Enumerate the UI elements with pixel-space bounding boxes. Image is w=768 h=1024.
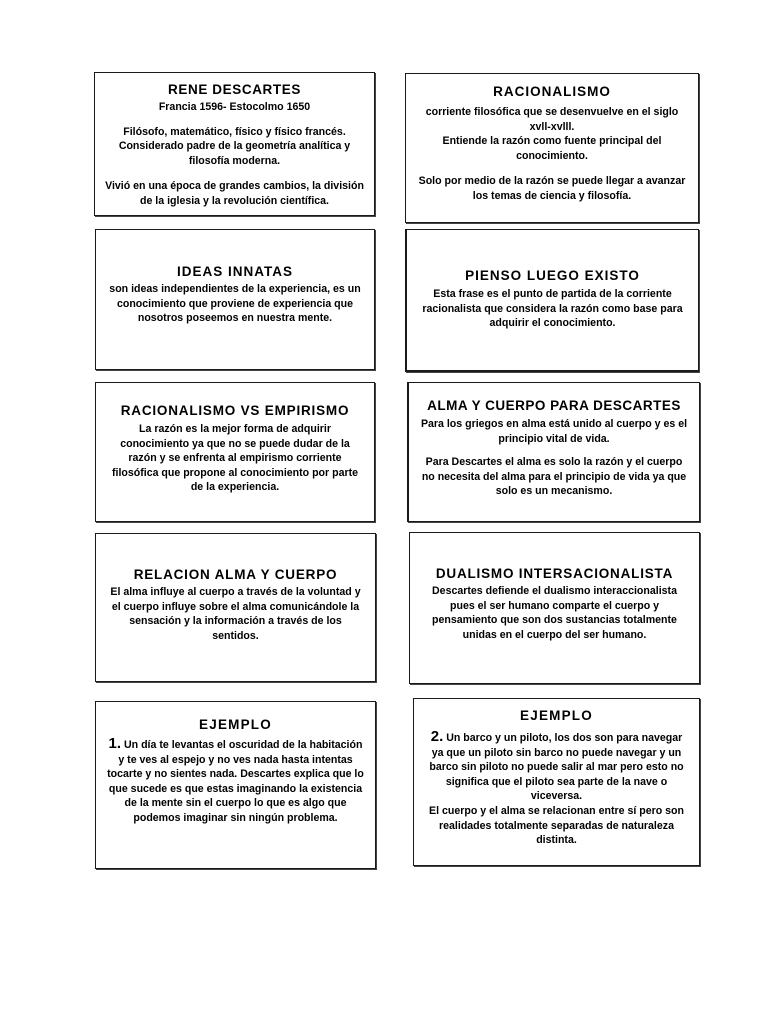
card-paragraph: Entiende la razón como fuente principal del conocimiento. [442, 135, 662, 162]
card-paragraph: Solo por medio de la razón se puede llegar a avanzar los temas de ciencia y filosofía. [418, 175, 686, 202]
card-paragraph: El cuerpo y el alma se relacionan entre sí pero son realidades totalmente separadas de naturaleza distinta. [429, 804, 684, 847]
card-racionalismo-vs-empirismo [95, 382, 375, 522]
card-title: RENE DESCARTES [168, 82, 301, 97]
card-racionalismo [405, 73, 699, 223]
card-title: RACIONALISMO [493, 84, 611, 99]
card-paragraph: son ideas independientes de la experiencia, es un conocimiento que proviene de experiencia que nosotros poseemos en nuestra mente. [109, 283, 361, 325]
card-relacion-alma-y-cuerpo [95, 533, 376, 682]
card-paragraph: Descartes defiende el dualismo interaccionalista pues el ser humano comparte el cuerpo y pensamiento que son dos sustancias totalmente unidas en el cuerpo del ser humano. [432, 585, 677, 641]
card-paragraph: El alma influye al cuerpo a través de la voluntad y el cuerpo influye sobre el alma comunicándole la sensación y la información a través de los sentidos. [110, 586, 361, 642]
card-ejemplo-1 [95, 701, 376, 869]
card-paragraph: Para los griegos en alma está unido al cuerpo y es el principio vital de vida. [420, 418, 688, 445]
card-ejemplo-2 [413, 698, 700, 866]
card-paragraph: Filósofo, matemático, físico y físico francés. Considerado padre de la geometría analítica y filosofía moderna. [118, 125, 351, 167]
card-ideas-innatas [95, 229, 375, 370]
example-number: 2. [430, 728, 444, 745]
card-alma-y-cuerpo-para-descartes [407, 382, 700, 522]
card-title: PIENSO LUEGO EXISTO [465, 268, 640, 283]
card-rene-descartes [94, 72, 375, 216]
card-paragraph [424, 730, 689, 804]
card-paragraph: Para Descartes el alma es solo la razón y el cuerpo no necesita del alma para el principio de vida ya que solo es un mecanismo. [421, 456, 687, 498]
card-paragraph [106, 737, 365, 826]
card-title: EJEMPLO [520, 708, 593, 723]
card-subtitle: Francia 1596- Estocolmo 1650 [158, 101, 311, 113]
example-number: 1. [108, 735, 122, 752]
card-title: DUALISMO INTERSACIONALISTA [435, 566, 674, 581]
card-dualismo-intersacionalista [409, 532, 700, 684]
card-paragraph: Vivió en una época de grandes cambios, la división de la iglesia y la revolución científica. [105, 180, 364, 207]
card-paragraph: La razón es la mejor forma de adquirir conocimiento ya que no se puede dudar de la razón y se enfrenta al empirismo corriente filosófica que propone al conocimiento por parte de la experiencia. [111, 423, 359, 494]
card-pienso-luego-existo [405, 229, 699, 372]
card-paragraph-text: Un día te levantas el oscuridad de la habitación y te ves al espejo y no ves nada hasta intentas tocarte y no sientes nada. Descartes explica que lo que sucede es que estas imaginando la existencia de la mente sin el cuerpo lo que es algo que podemos imaginar sin ningún problema. [107, 739, 364, 824]
card-title: RELACION ALMA Y CUERPO [133, 567, 338, 582]
card-title: RACIONALISMO VS EMPIRISMO [120, 403, 350, 418]
card-paragraph: corriente filosófica que se desenvuelve en el siglo xvll-xvlll. [425, 106, 679, 133]
card-paragraph-text: Un barco y un piloto, los dos son para navegar ya que un piloto sin barco no puede navegar y un barco sin piloto no puede salir al mar pero esto no significa que el piloto sea parte de la nave o viceversa. [429, 732, 684, 803]
card-title: IDEAS INNATAS [176, 264, 293, 279]
card-title: EJEMPLO [199, 717, 272, 732]
card-title: ALMA Y CUERPO PARA DESCARTES [427, 398, 681, 413]
card-paragraph: Esta frase es el punto de partida de la corriente racionalista que considera la razón como base para adquirir el conocimiento. [422, 288, 683, 330]
